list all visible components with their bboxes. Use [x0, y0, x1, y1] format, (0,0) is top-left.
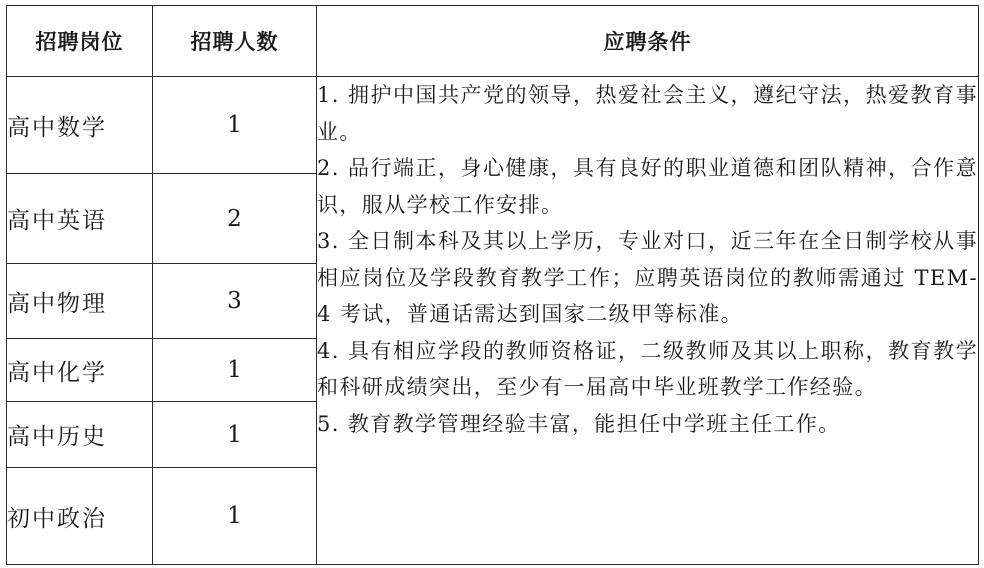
recruitment-table [6, 5, 979, 565]
count-cell: 3 [153, 264, 317, 339]
count-cell: 1 [153, 339, 317, 402]
header-count: 招聘人数 [153, 6, 317, 77]
count-cell: 1 [153, 468, 317, 565]
requirement-item: 5. 教育教学管理经验丰富，能担任中学班主任工作。 [317, 411, 841, 436]
position-cell: 高中英语 [7, 174, 153, 264]
position-cell: 高中物理 [7, 264, 153, 339]
table-row [7, 77, 979, 174]
position-cell: 高中历史 [7, 402, 153, 468]
requirements-cell [317, 77, 979, 565]
requirement-item: 1. 拥护中国共产党的领导，热爱社会主义，遵纪守法，热爱教育事业。 [317, 83, 978, 144]
position-cell: 高中化学 [7, 339, 153, 402]
position-cell: 初中政治 [7, 468, 153, 565]
requirement-item: 4. 具有相应学段的教师资格证，二级教师及其以上职称，教育教学和科研成绩突出，至少有一届高中毕业班教学工作经验。 [317, 338, 978, 399]
count-cell: 1 [153, 402, 317, 468]
requirement-item: 3. 全日制本科及其以上学历，专业对口，近三年在全日制学校从事相应岗位及学段教育教学工作；应聘英语岗位的教师需通过 TEM-4 考试，普通话需达到国家二级甲等标准。 [317, 229, 978, 326]
count-cell: 2 [153, 174, 317, 264]
table-header-row [7, 6, 979, 77]
header-position: 招聘岗位 [7, 6, 153, 77]
position-cell: 高中数学 [7, 77, 153, 174]
requirement-item: 2. 品行端正，身心健康，具有良好的职业道德和团队精神，合作意识，服从学校工作安排。 [317, 156, 978, 217]
recruitment-table-frame [6, 5, 978, 563]
header-requirements: 应聘条件 [317, 6, 979, 77]
count-cell: 1 [153, 77, 317, 174]
